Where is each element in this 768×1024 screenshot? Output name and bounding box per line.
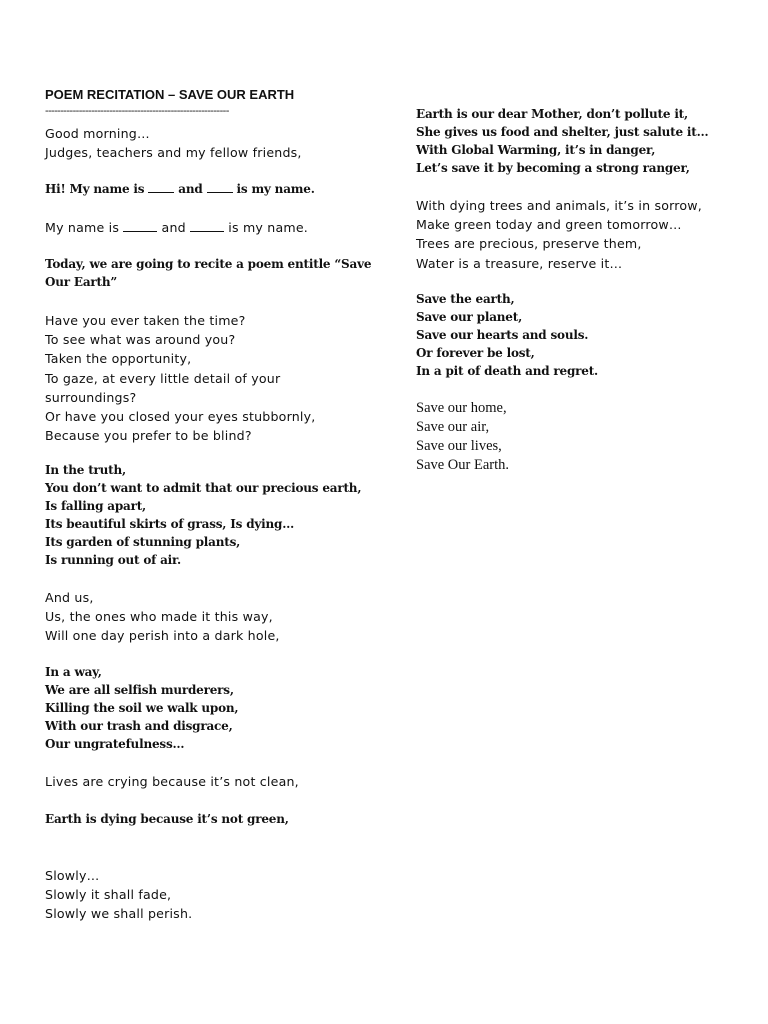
poem-line: Its beautiful skirts of grass, Is dying…	[45, 517, 295, 531]
intro-text: and	[178, 182, 203, 196]
intro-text: is my name.	[228, 220, 308, 235]
poem-line: In the truth,	[45, 463, 127, 477]
poem-line: Slowly we shall perish.	[45, 906, 193, 922]
intro-text: and	[161, 220, 186, 235]
right-stanza-2	[416, 196, 702, 273]
poem-line: Save Our Earth.	[416, 457, 510, 473]
greeting-stanza	[45, 124, 302, 162]
poem-stanza-5	[45, 866, 192, 924]
name-blank	[190, 219, 224, 232]
right-stanza-4	[416, 399, 509, 475]
dying-line	[45, 810, 289, 828]
poem-line: Is falling apart,	[45, 499, 147, 513]
poem-line: Water is a treasure, reserve it…	[416, 255, 623, 271]
right-stanza-1	[416, 105, 708, 177]
page-title: POEM RECITATION – SAVE OUR EARTH	[45, 87, 295, 102]
poem-line: Will one day perish into a dark hole,	[45, 628, 280, 644]
poem-line: surroundings?	[45, 389, 137, 405]
poem-line: Our ungratefulness…	[45, 737, 185, 751]
poem-line: Is running out of air.	[45, 553, 182, 567]
poem-line: With dying trees and animals, it’s in sorrow,	[416, 198, 702, 213]
right-stanza-3	[416, 290, 598, 380]
announce-stanza	[45, 255, 371, 291]
poem-line: Save our lives,	[416, 438, 502, 454]
poem-line: Earth is our dear Mother, don’t pollute it,	[416, 107, 688, 121]
poem-line: Us, the ones who made it this way,	[45, 609, 273, 625]
greeting-line: Good morning…	[45, 126, 150, 141]
poem-line: Trees are precious, preserve them,	[416, 236, 642, 252]
poem-line: Save the earth,	[416, 292, 515, 306]
poem-line: Because you prefer to be blind?	[45, 428, 252, 444]
announce-line: Our Earth”	[45, 275, 118, 289]
name-blank	[148, 180, 174, 193]
intro-text: is my name.	[236, 182, 315, 196]
poem-line: Save our air,	[416, 419, 490, 435]
poem-line: With our trash and disgrace,	[45, 719, 233, 733]
poem-line: In a pit of death and regret.	[416, 364, 599, 378]
poem-line: In a way,	[45, 665, 102, 679]
poem-stanza-3	[45, 588, 280, 646]
poem-stanza-4	[45, 663, 238, 753]
poem-line: With Global Warming, it’s in danger,	[416, 143, 656, 157]
poem-line: Or have you closed your eyes stubbornly,	[45, 409, 316, 425]
poem-line: Slowly…	[45, 868, 100, 883]
poem-line: Save our planet,	[416, 310, 523, 324]
poem-line: To see what was around you?	[45, 332, 236, 348]
poem-line: We are all selfish murderers,	[45, 683, 234, 697]
intro-bold-line	[45, 180, 315, 198]
poem-line: Earth is dying because it’s not green,	[45, 812, 289, 826]
intro-text: My name is	[45, 220, 120, 235]
crying-line	[45, 772, 299, 791]
poem-line: She gives us food and shelter, just salute it…	[416, 125, 709, 139]
poem-line: Killing the soil we walk upon,	[45, 701, 239, 715]
name-blank	[207, 180, 233, 193]
poem-line: Have you ever taken the time?	[45, 313, 246, 328]
intro-text: Hi! My name is	[45, 182, 145, 196]
intro-regular-line	[45, 218, 308, 237]
poem-line: Taken the opportunity,	[45, 351, 192, 367]
name-blank	[123, 219, 157, 232]
poem-line: Make green today and green tomorrow…	[416, 217, 682, 233]
poem-line: Let’s save it by becoming a strong ranger,	[416, 161, 690, 175]
poem-line: Save our home,	[416, 400, 507, 416]
poem-line: Slowly it shall fade,	[45, 887, 172, 903]
poem-line: Its garden of stunning plants,	[45, 535, 241, 549]
poem-stanza-1	[45, 311, 315, 445]
poem-stanza-2	[45, 461, 361, 569]
poem-line: You don’t want to admit that our precious earth,	[45, 481, 362, 495]
poem-line: To gaze, at every little detail of your	[45, 370, 281, 386]
title-underline-rule: ------------------------------------------------------------	[45, 105, 229, 117]
announce-line: Today, we are going to recite a poem entitle “Save	[45, 257, 372, 271]
poem-line: And us,	[45, 590, 94, 605]
poem-line: Lives are crying because it’s not clean,	[45, 774, 299, 789]
poem-line: Save our hearts and souls.	[416, 328, 589, 342]
poem-line: Or forever be lost,	[416, 346, 535, 360]
greeting-line: Judges, teachers and my fellow friends,	[45, 145, 302, 161]
